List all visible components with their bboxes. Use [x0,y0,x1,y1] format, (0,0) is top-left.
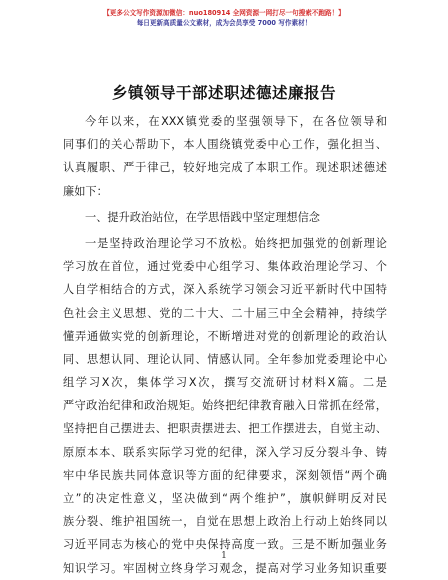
body-line: 牢中华民族共同体意识等方面的纪律要求，深刻领悟“两个确 [63,468,387,482]
header-banner [0,8,448,28]
promo-line-2: 每日更新高质量公文素材，成为会员享受 7000 写作素材！ [136,19,312,27]
body-line: 懂弄通做实党的创新理论，不断增进对党的创新理论的政治认 [63,329,387,343]
body-line: 坚持把自己摆进去、把职责摆进去、把工作摆进去，自觉主动、 [63,422,387,436]
body-line: 知识学习。牢固树立终身学习观念，提高对学习业务知识重要 [63,561,387,575]
body-line: 族分裂、维护祖国统一，自觉在思想上政治上行动上始终同以 [63,515,387,529]
body-line: 学习放在首位，通过党委中心组学习、集体政治理论学习、个 [63,260,387,274]
body-line: 今年以来，在XXX镇党委的坚强领导下，在各位领导和 [85,115,387,128]
body-line: 一是坚持政治理论学习不放松。始终把加强党的创新理论 [85,236,387,250]
document-body [63,110,387,580]
body-line: 习近平同志为核心的党中央保持高度一致。三是不断加强业务 [63,538,387,552]
promo-line-1: 【更多公文写作资源加微信：nuo180914 全网资源一网打尽一句搜索不跑路！】 [103,9,345,17]
body-line: 廉如下： [63,184,108,198]
section-heading: 一、提升政治站位，在学思悟践中坚定理想信念 [85,210,320,224]
body-line: 人自学相结合的方式，深入系统学习领会习近平新时代中国特 [63,283,387,297]
body-line: 同事们的关心帮助下，本人围绕镇党委中心工作，强化担当、 [63,138,387,152]
body-line: 色社会主义思想、党的二十大、二十届三中全会精神，持续学 [63,306,387,320]
body-line: 组学习X次，集体学习X次，撰写交流研讨材料X篇。二是 [63,376,387,390]
body-line: 同、思想认同、理论认同、情感认同。全年参加党委理论中心 [63,352,387,366]
body-line: 认真履职、严于律己，较好地完成了本职工作。现述职述德述 [63,161,387,175]
body-line: 立”的决定性意义，坚决做到“两个维护”，旗帜鲜明反对民 [63,492,387,505]
body-line: 严守政治纪律和政治规矩。始终把纪律教育融入日常抓在经常， [63,399,387,413]
document-title: 乡镇领导干部述职述德述廉报告 [111,84,336,102]
page-number: 1 [221,551,227,561]
body-line: 原原本本、联系实际学习党的纪律，深入学习反分裂斗争、铸 [63,445,387,459]
